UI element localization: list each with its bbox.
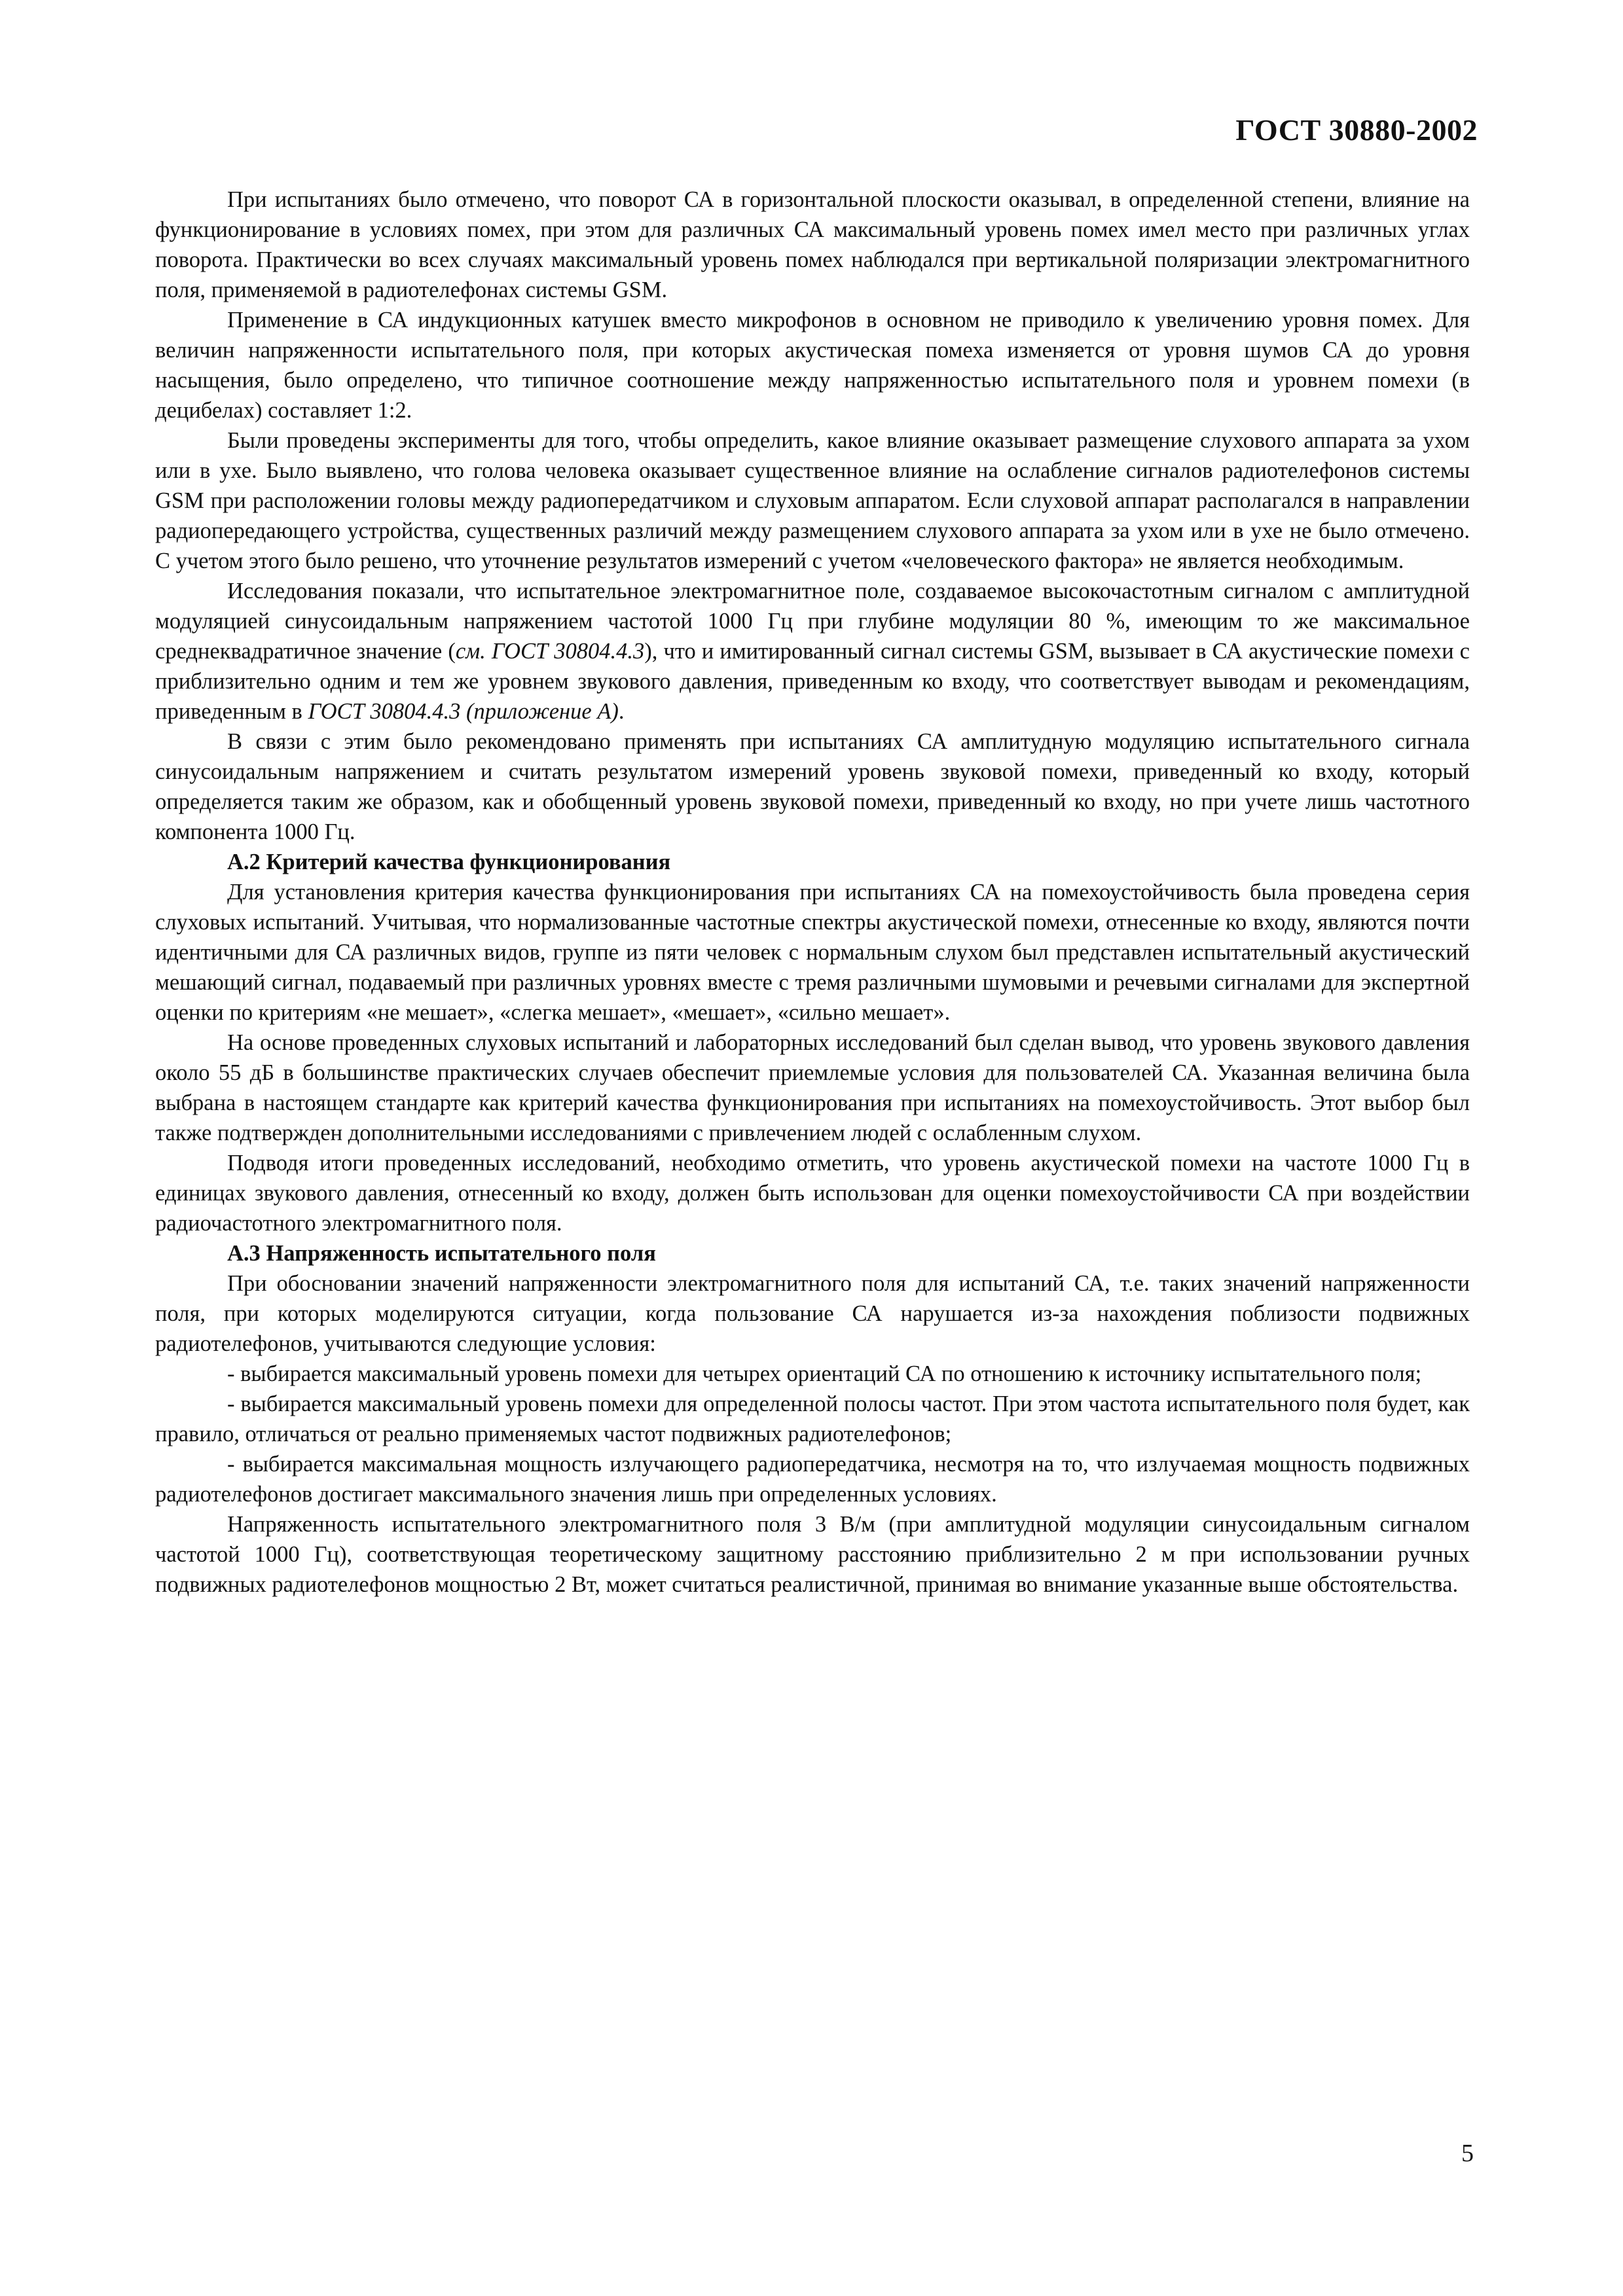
paragraph: Для установления критерия качества функционирования при испытаниях СА на помехоустойчивость была проведена серия слуховых испытаний. Учитывая, что нормализованные частотные спектры акустической помехи, отнесенные ко входу, являются почти идентичными для СА различных видов, группе из пяти человек с нормальным слухом был представлен испытательный акустический мешающий сигнал, подаваемый при различных уровнях вместе с тремя различными шумовыми и речевыми сигналами для экспертной оценки по критериям «не мешает», «слегка мешает», «мешает», «сильно мешает». <box>155 880 1470 1025</box>
list-item: - выбирается максимальный уровень помехи для определенной полосы частот. При этом частота испытательного поля будет, как правило, отличаться от реально применяемых частот подвижных радиотелефонов; <box>155 1391 1470 1446</box>
paragraph: При испытаниях было отмечено, что поворот СА в горизонтальной плоскости оказывал, в определенной степени, влияние на функционирование в условиях помех, при этом для различных СА максимальный уровень помех имел место при различных углах поворота. Практически во всех случаях максимальный уровень помех наблюдался при вертикальной поляризации электромагнитного поля, применяемой в радиотелефонах системы GSM. <box>155 187 1470 302</box>
paragraph: При обосновании значений напряженности электромагнитного поля для испытаний СА, т.е. таких значений напряженности поля, при которых моделируются ситуации, когда пользование СА нарушается из-за нахождения поблизости подвижных радиотелефонов, учитываются следующие условия: <box>155 1271 1470 1356</box>
paragraph: На основе проведенных слуховых испытаний и лабораторных исследований был сделан вывод, что уровень звукового давления около 55 дБ в большинстве практических случаев обеспечит приемлемые условия для пользователей СА. Указанная величина была выбрана в настоящем стандарте как критерий качества функционирования при испытаниях на помехоустойчивость. Этот выбор был также подтвержден дополнительными исследованиями с привлечением людей с ослабленным слухом. <box>155 1030 1470 1145</box>
list-item: - выбирается максимальная мощность излучающего радиопередатчика, несмотря на то, что излучаемая мощность подвижных радиотелефонов достигает максимального значения лишь при определенных условиях. <box>155 1452 1470 1507</box>
section-heading-a3: А.3 Напряженность испытательного поля <box>227 1241 656 1266</box>
body-text <box>155 185 1470 1600</box>
document-code: ГОСТ 30880-2002 <box>1235 113 1478 147</box>
section-heading-a2: А.2 Критерий качества функционирования <box>227 850 671 874</box>
paragraph: Напряженность испытательного электромагнитного поля 3 В/м (при амплитудной модуляции синусоидальным сигналом частотой 1000 Гц), соответствующая теоретическому защитному расстоянию приблизительно 2 м при использовании ручных подвижных радиотелефонов мощностью 2 Вт, может считаться реалистичной, принимая во внимание указанные выше обстоятельства. <box>155 1512 1470 1597</box>
paragraph-text: ), что и имитированный сигнал системы GSM, вызывает в СА акустические помехи с приблизительно одним и тем же уровнем звукового давления, приведенным ко входу, что соответствует выводам и рекомендациям, приведенным в <box>155 639 1470 724</box>
list-item: - выбирается максимальный уровень помехи для четырех ориентаций СА по отношению к источнику испытательного поля; <box>227 1361 1422 1386</box>
paragraph: Применение в СА индукционных катушек вместо микрофонов в основном не приводило к увеличению уровня помех. Для величин напряженности испытательного поля, при которых акустическая помеха изменяется от уровня шумов СА до уровня насыщения, было определено, что типичное соотношение между напряженностью испытательного поля и уровнем помехи (в децибелах) составляет 1:2. <box>155 308 1470 423</box>
standard-reference: ГОСТ 30804.4.3 (приложение А) <box>308 699 619 724</box>
paragraph-with-references <box>155 576 1470 726</box>
paragraph: Подводя итоги проведенных исследований, необходимо отметить, что уровень акустической помехи на частоте 1000 Гц в единицах звукового давления, отнесенный ко входу, должен быть использован для оценки помехоустойчивости СА при воздействии радиочастотного электромагнитного поля. <box>155 1151 1470 1236</box>
page-number: 5 <box>1461 2140 1474 2167</box>
standard-reference: см. ГОСТ 30804.4.3 <box>455 639 645 664</box>
paragraph: Были проведены эксперименты для того, чтобы определить, какое влияние оказывает размещение слухового аппарата за ухом или в ухе. Было выявлено, что голова человека оказывает существенное влияние на ослабление сигналов радиотелефонов системы GSM при расположении головы между радиопередатчиком и слуховым аппаратом. Если слуховой аппарат располагался в направлении радиопередающего устройства, существенных различий между размещением слухового аппарата за ухом или в ухе не было отмечено. С учетом этого было решено, что уточнение результатов измерений с учетом «человеческого фактора» не является необходимым. <box>155 428 1470 573</box>
paragraph-text: Исследования показали, что испытательное электромагнитное поле, создаваемое высокочастотным сигналом с амплитудной модуляцией синусоидальным напряжением частотой 1000 Гц при глубине модуляции 80 %, имеющим то же максимальное среднеквадратичное значение ( <box>155 579 1470 664</box>
paragraph: В связи с этим было рекомендовано применять при испытаниях СА амплитудную модуляцию испытательного сигнала синусоидальным напряжением и считать результатом измерений уровень звуковой помехи, приведенный ко входу, который определяется таким же образом, как и обобщенный уровень звуковой помехи, приведенный ко входу, но при учете лишь частотного компонента 1000 Гц. <box>155 729 1470 844</box>
paragraph-text: . <box>618 699 625 724</box>
